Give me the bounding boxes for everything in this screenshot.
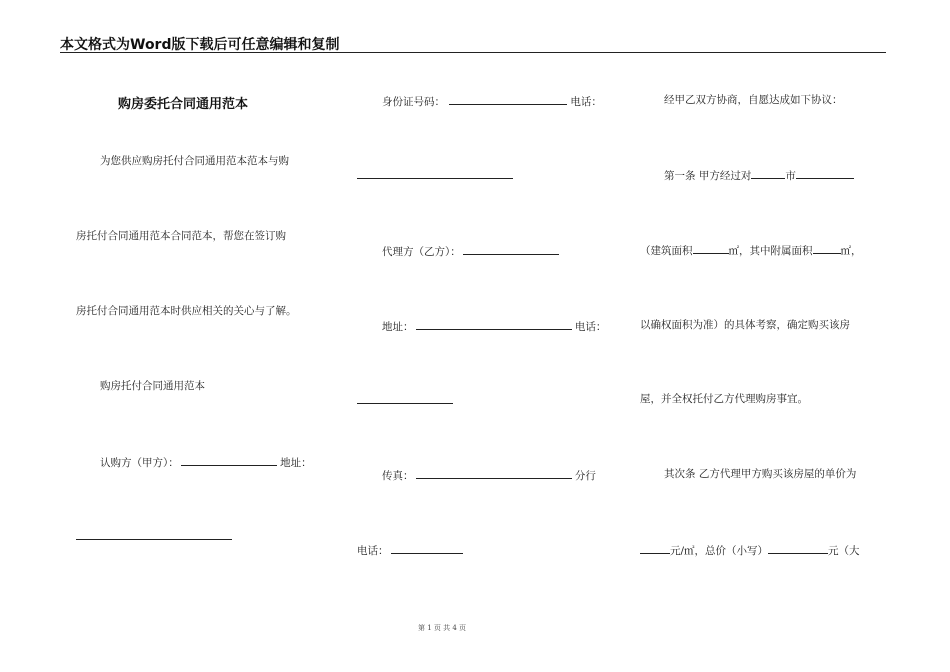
agent-address-blank[interactable] [416,318,572,330]
article-1-line-4: 屋，并全权托付乙方代理购房事宜。 [640,393,808,405]
agent-address-label: 地址： [382,321,414,333]
building-area-blank[interactable] [693,242,729,254]
unit-price-blank[interactable] [640,542,670,554]
agent-phone-label: 电话： [574,321,607,333]
city-label: 市 [785,170,796,182]
article-1-line-2 [640,242,862,258]
buyer-address-label: 地址： [280,457,312,469]
branch-phone-label: 电话： [357,545,389,557]
city-blank[interactable] [751,167,785,179]
building-area-label: （建筑面积 [640,245,693,257]
agent-phone-blank[interactable] [357,403,453,404]
attached-area-label: ㎡，其中附属面积 [728,245,813,257]
agent-name-blank[interactable] [463,243,559,255]
fax-blank[interactable] [416,467,572,479]
buyer-phone-blank[interactable] [357,178,513,179]
agent-label: 代理方（乙方）： [382,246,461,258]
agent-address-line [382,318,606,334]
branch-phone-blank[interactable] [391,542,463,554]
document-title: 购房委托合同通用范本 [118,97,249,112]
page-number: 第 1 页 共 4 页 [417,624,467,632]
attached-area-blank[interactable] [813,242,841,254]
header-rule [60,52,886,53]
area-unit-label: ㎡， [840,245,862,257]
district-blank[interactable] [796,167,854,179]
page-header-banner: 本文格式为Word版下载后可任意编辑和复制 [60,37,340,53]
intro-paragraph-line-3: 房托付合同通用范本时供应相关的关心与了解。 [76,305,297,317]
agreement-intro: 经甲乙双方协商，自愿达成如下协议： [664,94,843,106]
buyer-name-blank[interactable] [181,454,277,466]
buyer-address-blank[interactable] [76,539,232,540]
buyer-label: 认购方（甲方）： [100,457,179,469]
agent-line [382,243,559,259]
fax-line [382,467,596,483]
article-2-line-1: 其次条 乙方代理甲方购买该房屋的单价为 [664,468,857,480]
article-1-line-1 [664,167,854,183]
article-1-line-3: 以确权面积为准）的具体考察，确定购买该房 [640,319,850,331]
id-number-blank[interactable] [449,93,567,105]
article-2-line-2 [640,542,860,558]
branch-label: 分行 [574,470,596,482]
id-number-line [382,93,602,109]
intro-paragraph-line-1: 为您供应购房托付合同通用范本范本与购 [100,155,289,167]
buyer-line [100,454,312,470]
unit-price-label: 元/㎡，总价（小写） [670,545,769,557]
article-1-lead: 第一条 甲方经过对 [664,170,752,182]
section-heading: 购房托付合同通用范本 [100,380,205,392]
branch-phone-line [357,542,463,558]
total-price-label: 元（大 [828,545,860,557]
buyer-phone-label: 电话： [570,96,602,108]
fax-label: 传真： [382,470,414,482]
total-price-blank[interactable] [768,542,828,554]
id-number-label: 身份证号码： [382,96,445,108]
intro-paragraph-line-2: 房托付合同通用范本合同范本，帮您在签订购 [76,230,286,242]
